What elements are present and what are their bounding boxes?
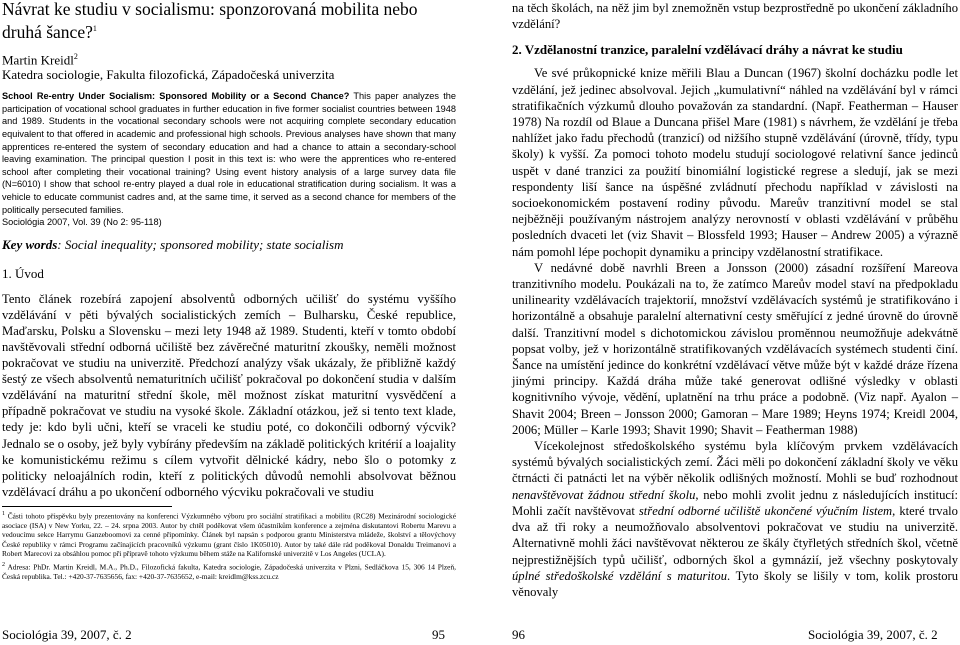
author-footnote-mark: 2	[73, 51, 78, 61]
author-name: Martin Kreidl	[2, 52, 74, 68]
p3-italic-1: nenavštěvovat žádnou střední školu	[512, 487, 696, 502]
keywords-label: Key words	[2, 236, 58, 252]
footnote-1	[2, 510, 456, 559]
footnote-2-text: Adresa: PhDr. Martin Kreidl, M.A., Ph.D., Filozofická fakulta, Katedra sociologie, Západočeská univerzita v Plzni, Sedláčkova 15, 306 14 Plzeň, Česká republika. Tel.: +420-37-7635656, fax: +420-37-7635652, e-mail: kreidlm@kss.zcu.cz	[2, 562, 456, 582]
p3-text-d: . Tyto školy se lišily v tom, kolik prostoru věnovaly	[512, 568, 959, 599]
keywords	[2, 237, 456, 252]
p3-text-b: , nebo mohli zvolit jednu z následujících institucí: Mohli začít navštěvovat	[512, 487, 959, 518]
author	[2, 49, 456, 67]
page-number-left: 95	[432, 627, 445, 642]
right-page	[512, 0, 958, 645]
footer-journal-left: Sociológia 39, 2007, č. 2	[2, 627, 132, 642]
page-number-right: 96	[512, 627, 525, 642]
paragraph-continuation: na těch školách, na něž jim byl znemožněn vstup bezprostředně po ukončení základního vzdělání?	[512, 1, 958, 32]
footnote-2	[2, 561, 456, 581]
footnote-2-mark: 2	[2, 562, 5, 569]
left-page	[0, 0, 456, 645]
section-heading-2: 2. Vzdělanostní tranzice, paralelní vzdělávací dráhy a návrat ke studiu	[512, 42, 903, 58]
keywords-text: : Social inequality; sponsored mobility; state socialism	[57, 236, 344, 252]
footnote-1-mark: 1	[2, 510, 5, 517]
abstract-title: School Re-entry Under Socialism: Sponsored Mobility or a Second Chance?	[2, 91, 350, 102]
paragraph-multitrack	[512, 438, 958, 600]
p3-text-c: , které trvalo dva až tři roky a neumožňovalo absolventovi pokračovat ve studiu na univerzitě. Alternativně mohli žáci navštěvovat některou ze škály čtyřletých středních škol, včetně nejprestižnějších typů učilišť, odborných škol a gymnázií, jež všechny poskytovaly	[512, 503, 958, 567]
p3-text-a: Vícekolejnost středoškolského systému byla klíčovým prvkem vzdělávacích systémů bývalých socialistických zemí. Žáci měli po dokončení základní školy ve věku čtrnácti či patnácti let na výběr několik odlišných možností. Mohli se buď rozhodnout	[512, 439, 958, 486]
abstract	[2, 90, 456, 229]
footnote-1-text: Části tohoto příspěvku byly prezentovány na konferenci Výzkumného výboru pro sociální stratifikaci a mobilitu (RC28) Mezinárodní sociologické asociace (ISA) v New Yorku, 22. – 24. srpna 2003. Autor by chtěl poděkovat všem účastníkům konference a zejména diskutantovi Robertu Marevu a vedoucímu sekce Harrymu Ganzeboomovi za cenné připomínky. Článek byl napsán s podporou grantu Ministerstva mládeže, školství a tělovýchovy České republiky v rámci Programu začínajících pracovníků výzkumu (grant číslo 1K05010). Autor by také dále rád poděkoval Donaldu Treimanovi a Robert Marecovi za obsáhlou pomoc při přípravě tohoto výzkumu během stáže na Kalifornské univerzitě v Los Angeles (UCLA).	[2, 511, 456, 558]
article-title	[2, 0, 456, 42]
paragraph-blau-duncan: Ve své průkopnické knize měřili Blau a Duncan (1967) školní docházku podle let vzdělání, jež jedinec absolvoval. Jejich „kumulativní“ náhled na vzdělávání byl v rámci stratifikačních výzkumů dlouho považován za standardní. (Např. Featherman – Hauser 1978) Na rozdíl od Blaue a Duncana přišel Mare (1981) s návrhem, že vzdělání je třeba nahlížet jako řadu přechodů (tranzicí) od nižšího stupně vzdělávání (úrovně, třídy, typu školy) k vyšší. Za pomoci tohoto modelu studují sociologové relativní šance jedinců uspět v dané tranzici za použití binomiální logistické regrese a sledují, jak se mezi respondenty liší šance na úspěšné zvládnutí přechodu například v závislosti na socioekonomickém postavení rodiny původu. Mareův tranzitivní model se stal nejběžněji používaným nástrojem analýzy nerovností v oblasti vzdělávání v průběhu posledních dvaceti let (viz Shavit – Blossfeld 1993; Hauser – Andrew 2005) a výrazně nám pomohl lépe pochopit dynamiku a principy vzdělanostní stratifikace.	[512, 66, 958, 259]
footer-journal-right: Sociológia 39, 2007, č. 2	[808, 627, 938, 642]
paragraph-intro: Tento článek rozebírá zapojení absolventů odborných učilišť do systému vyššího vzdělávání v pěti bývalých socialistických zemích – Bulharsku, České republice, Maďarsku, Polsku a Slovensku – mezi lety 1948 až 1989. Studenti, kteří v tomto období navštěvovali střední odborná učiliště bez závěrečné maturitní zkoušky, neměli možnost pokračovat ve studiu na univerzitě. Předchozí analýzy však ukázaly, že přibližně každý šestý ze všech absolventů nematuritních učilišť pokračoval po dokončení studia v dalším vzdělávání na maturitní střední škole, měl možnost získat maturitní vysvědčení a případně pokračovat ve studiu na vysoké škole. Základní otázkou, jež si tento text klade, tedy je: kdo byli učni, kteří se vraceli ke studiu poté, co dokončili odborný výcvik? Jednalo se o osoby, jež byly vybírány především na základě politických kritérií a loajality ke komunistickému režimu s cílem vytvořit dělnické kádry, nebo šlo o potomky z politicky neloajálních rodin, kteří z politických důvodů nemohli absolvovat běžnou vzdělávací dráhu a po ukončení odborného výcviku pokračovali ve studiu	[2, 291, 456, 499]
paragraph-breen-jonsson: V nedávné době navrhli Breen a Jonsson (2000) zásadní rozšíření Mareova tranzitivního modelu. Poukázali na to, že zatímco Mareův model staví na předpokladu unilinearity vzdělávacích trajektorií, množství vzdělávacích systémů je stratifikováno i horizontálně a obsahuje paralelní alternativní cesty směřující z jedné úrovně do úrovně další. Tranzitivní model s dichotomickou závislou proměnnou neumožňuje adekvátně popsat volby, jež v horizontálně stratifikovaných vzdělávacích systémech studenti činí. Šance na umístění jedince do konkrétní vzdělávací větve může být v každé dráze řízena jinými principy. Každá dráha může také generovat odlišné výsledky v oblasti kognitivního vývoje, vědění, uplatnění na trhu práce a podobně. (Viz např. Ayalon – Shavit 2004; Breen – Jonsson 2000; Gamoran – Mare 1989; Heyns 1974; Kreidl 2004, 2006; Müller – Karle 1993; Shavit 1990; Shavit – Featherman 1988)	[512, 260, 958, 437]
affiliation: Katedra sociologie, Fakulta filozofická, Západočeská univerzita	[2, 67, 335, 83]
footnote-rule	[2, 506, 172, 507]
title-footnote-mark: 1	[92, 24, 97, 33]
title-text: Návrat ke studiu v socialismu: sponzorovaná mobilita nebo druhá šance?	[2, 0, 418, 42]
p3-italic-3: úplné středoškolské vzdělání s maturitou	[512, 568, 728, 583]
citation: Sociológia 2007, Vol. 39 (No 2: 95-118)	[2, 217, 162, 228]
section-heading-uvod: 1. Úvod	[2, 265, 44, 281]
abstract-body: This paper analyzes the participation of vocational school graduates in further education in five former socialist countries between 1948 and 1989. Students in the vocational secondary schools were not acquiring complete secondary education equivalent to that offered in academic and professional high schools. Previous analyses have shown that many apprentices re-entered the system of secondary education and had a chance to attain a secondary-school leaving examination. The principal question I posit in this text is: who were the apprentices who re-entered school after completing their vocational training? Using event history analysis of a large survey data file (N=6010) I show that school re-entry played a dual role in educational stratification during socialism. It was a vehicle to educate communist cadres and, at the same time, it served as a second chance for members of the politically persecuted families.	[2, 91, 456, 215]
p3-italic-2: střední odborné učiliště ukončené výučním listem	[638, 503, 893, 518]
